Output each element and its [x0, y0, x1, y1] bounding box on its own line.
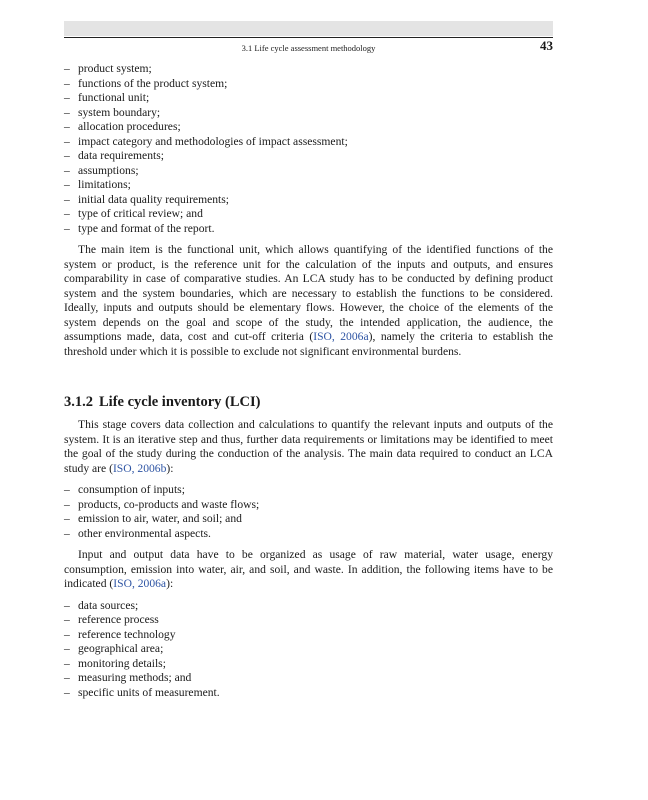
list-item: – assumptions;	[64, 164, 553, 179]
top-gray-bar	[64, 21, 553, 36]
list-item: – type of critical review; and	[64, 207, 553, 222]
list-item: – products, co-products and waste flows;	[64, 498, 553, 513]
list-item: – limitations;	[64, 178, 553, 193]
list-item: – product system;	[64, 62, 553, 77]
list-item: – data sources;	[64, 599, 553, 614]
list-item: – geographical area;	[64, 642, 553, 657]
page-number: 43	[540, 38, 553, 53]
input-output-paragraph: Input and output data have to be organized as usage of raw material, water usage, energy consumption, emission into water, air, and soil, and waste. In addition, the following items have to be indicated (ISO, 2006a):	[64, 548, 553, 590]
list-item: – functions of the product system;	[64, 77, 553, 92]
list-item: – reference technology	[64, 628, 553, 643]
list-item: – initial data quality requirements;	[64, 193, 553, 208]
section-number: 3.1.2	[64, 394, 93, 410]
running-header	[64, 37, 553, 55]
list-item: – monitoring details;	[64, 657, 553, 672]
list-item: – specific units of measurement.	[64, 686, 553, 701]
list-item: – reference process	[64, 613, 553, 628]
list-item: – data requirements;	[64, 149, 553, 164]
list-item: – system boundary;	[64, 106, 553, 121]
list-item: – emission to air, water, and soil; and	[64, 512, 553, 527]
citation-link[interactable]: ISO, 2006a	[113, 577, 167, 590]
list-item: – other environmental aspects.	[64, 527, 553, 542]
data-required-list	[64, 483, 553, 541]
list-item: – measuring methods; and	[64, 671, 553, 686]
citation-link[interactable]: ISO, 2006a	[313, 330, 369, 343]
list-item: – consumption of inputs;	[64, 483, 553, 498]
citation-link[interactable]: ISO, 2006b	[112, 461, 167, 475]
running-title: 3.1 Life cycle assessment methodology	[241, 43, 376, 53]
list-item: – impact category and methodologies of impact assessment;	[64, 135, 553, 150]
section-heading	[64, 393, 553, 411]
list-item: – allocation procedures;	[64, 120, 553, 135]
lci-intro-paragraph: This stage covers data collection and calculations to quantify the relevant inputs and outputs of the system. It is an iterative step and thus, further data requirements or limitations may be identified to meet the goal of the study during the conduction of the analysis. The main data required to conduct an LCA study are (ISO, 2006b):	[64, 418, 553, 475]
list-item: – functional unit;	[64, 91, 553, 106]
list-item: – type and format of the report.	[64, 222, 553, 237]
section-title: Life cycle inventory (LCI)	[99, 394, 261, 410]
page-content	[64, 62, 553, 700]
indicated-items-list	[64, 599, 553, 701]
functional-unit-paragraph: The main item is the functional unit, which allows quantifying of the identified functions of the system or product, is the reference unit for the calculation of the inputs and outputs, and ensures comparability in case of comparative studies. An LCA study has to be conducted by defining product system and the system boundaries, which are necessary to establish the functions to be considered. Ideally, inputs and outputs should be elementary flows. However, the choice of the elements of the system depends on the goal and scope of the study, the intended application, the audience, the assumptions made, data, cost and cut-off criteria (ISO, 2006a), namely the criteria to establish the threshold under which it is possible to exclude not significant environmental burdens.	[64, 243, 554, 358]
scope-items-list	[64, 62, 553, 236]
